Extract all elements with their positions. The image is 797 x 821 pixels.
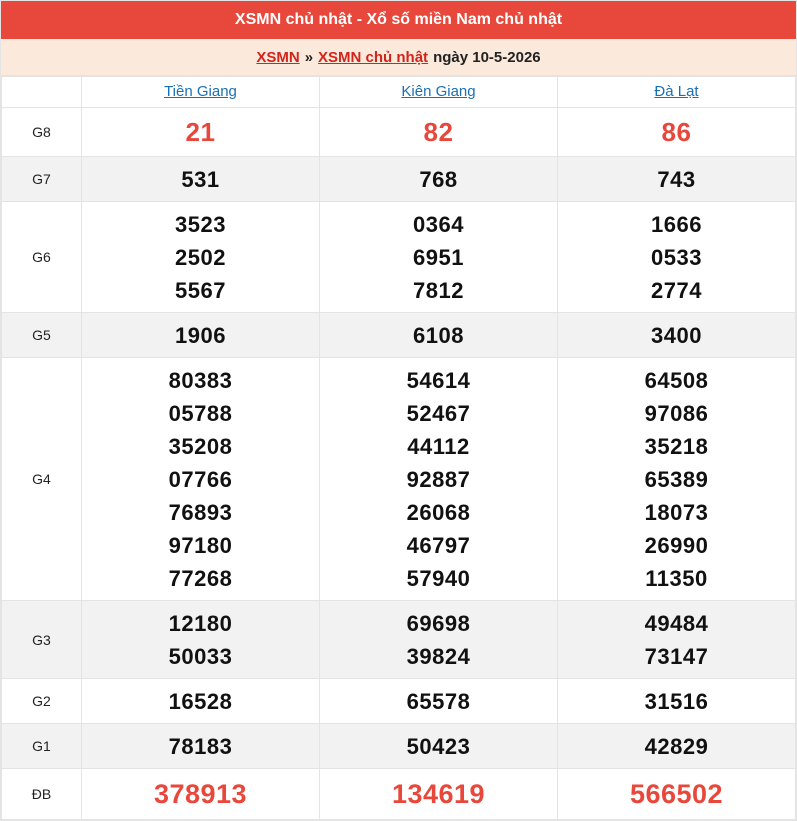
prize-cell (558, 601, 796, 679)
prize-number: 64508 (644, 367, 709, 393)
prize-number: 80383 (168, 367, 233, 393)
prize-number: 18073 (644, 499, 709, 525)
prize-number: 92887 (406, 466, 471, 492)
prize-number: 2774 (651, 277, 702, 303)
prize-number: 0364 (413, 211, 464, 237)
prize-label: G4 (2, 358, 82, 601)
prize-number: 1666 (651, 211, 702, 237)
prize-cell (82, 358, 320, 601)
prize-number: 77268 (168, 565, 233, 591)
prize-number: 73147 (644, 643, 709, 669)
prize-row (2, 679, 796, 724)
page-title (1, 1, 796, 39)
prize-cell (82, 108, 320, 157)
prize-label: ĐB (2, 769, 82, 820)
province-cell (320, 77, 558, 108)
prize-number: 42829 (644, 733, 709, 759)
prize-number: 05788 (168, 400, 233, 426)
prize-number: 566502 (629, 778, 724, 809)
prize-number: 35208 (168, 433, 233, 459)
prize-number: 50033 (168, 643, 233, 669)
province-link-da-lat[interactable]: Đà Lạt (654, 83, 699, 100)
prize-number: 6108 (413, 322, 464, 348)
prize-number: 134619 (391, 778, 486, 809)
prize-row (2, 313, 796, 358)
prize-cell (320, 202, 558, 313)
prize-label: G5 (2, 313, 82, 358)
prize-number: 44112 (407, 433, 470, 459)
prize-cell (82, 157, 320, 202)
prize-number: 26068 (406, 499, 471, 525)
prize-label: G3 (2, 601, 82, 679)
prize-cell (558, 679, 796, 724)
prize-number: 0533 (651, 244, 702, 270)
prize-label: G7 (2, 157, 82, 202)
prize-row (2, 724, 796, 769)
prize-number: 3400 (651, 322, 702, 348)
breadcrumb-link-xsmn[interactable]: XSMN (256, 48, 300, 66)
prize-cell (558, 724, 796, 769)
prize-number: 69698 (406, 610, 471, 636)
prize-cell (320, 358, 558, 601)
prize-number: 97086 (644, 400, 709, 426)
prize-cell (82, 313, 320, 358)
results-table (1, 76, 796, 820)
breadcrumb-date: ngày 10-5-2026 (433, 48, 541, 66)
prize-number: 1906 (175, 322, 226, 348)
prize-number: 7812 (413, 277, 464, 303)
prize-cell (320, 724, 558, 769)
prize-number: 78183 (168, 733, 233, 759)
prize-number: 31516 (644, 688, 709, 714)
prize-number: 65389 (644, 466, 709, 492)
prize-number: 82 (423, 116, 454, 147)
prize-label: G2 (2, 679, 82, 724)
prize-label: G6 (2, 202, 82, 313)
province-header-row (2, 77, 796, 108)
prize-cell (82, 601, 320, 679)
prize-number: 2502 (175, 244, 226, 270)
prize-row (2, 108, 796, 157)
prize-number: 07766 (168, 466, 233, 492)
prize-number: 5567 (175, 277, 226, 303)
prize-number: 6951 (413, 244, 464, 270)
prize-number: 76893 (168, 499, 233, 525)
prize-row (2, 157, 796, 202)
prize-number: 49484 (644, 610, 709, 636)
prize-row (2, 601, 796, 679)
prize-number: 57940 (406, 565, 471, 591)
prize-number: 12180 (168, 610, 233, 636)
prize-cell (82, 724, 320, 769)
prize-number: 768 (419, 166, 458, 192)
prize-number: 50423 (406, 733, 471, 759)
prize-number: 46797 (406, 532, 471, 558)
prize-cell (558, 358, 796, 601)
empty-header-cell (2, 77, 82, 108)
prize-row (2, 358, 796, 601)
prize-number: 16528 (168, 688, 233, 714)
prize-number: 39824 (406, 643, 471, 669)
prize-cell (320, 157, 558, 202)
prize-row (2, 202, 796, 313)
prize-cell (82, 202, 320, 313)
prize-cell (320, 108, 558, 157)
prize-number: 26990 (644, 532, 709, 558)
prize-number: 35218 (644, 433, 709, 459)
prize-number: 378913 (153, 778, 248, 809)
province-cell (82, 77, 320, 108)
breadcrumb-link-xsmn-sunday[interactable]: XSMN chủ nhật (318, 48, 429, 66)
prize-cell (558, 108, 796, 157)
prize-cell (558, 202, 796, 313)
prize-label: G8 (2, 108, 82, 157)
prize-number: 54614 (406, 367, 471, 393)
prize-number: 97180 (168, 532, 233, 558)
province-cell (558, 77, 796, 108)
prize-number: 3523 (175, 211, 226, 237)
prize-cell (320, 313, 558, 358)
prize-cell (320, 601, 558, 679)
prize-cell (320, 679, 558, 724)
breadcrumb (1, 39, 796, 76)
prize-number: 11350 (645, 565, 708, 591)
prize-number: 743 (657, 166, 696, 192)
page-title-text: XSMN chủ nhật - Xổ số miền Nam chủ nhật (234, 11, 563, 28)
prize-number: 531 (181, 166, 220, 192)
prize-number: 65578 (406, 688, 471, 714)
prize-number: 52467 (406, 400, 471, 426)
prize-cell (82, 679, 320, 724)
prize-label: G1 (2, 724, 82, 769)
breadcrumb-separator: » (304, 48, 314, 66)
prize-cell (558, 313, 796, 358)
province-link-tien-giang[interactable]: Tiền Giang (164, 83, 237, 100)
prize-cell (558, 157, 796, 202)
prize-number: 21 (185, 116, 216, 147)
prize-number: 86 (661, 116, 692, 147)
province-link-kien-giang[interactable]: Kiên Giang (401, 83, 476, 100)
